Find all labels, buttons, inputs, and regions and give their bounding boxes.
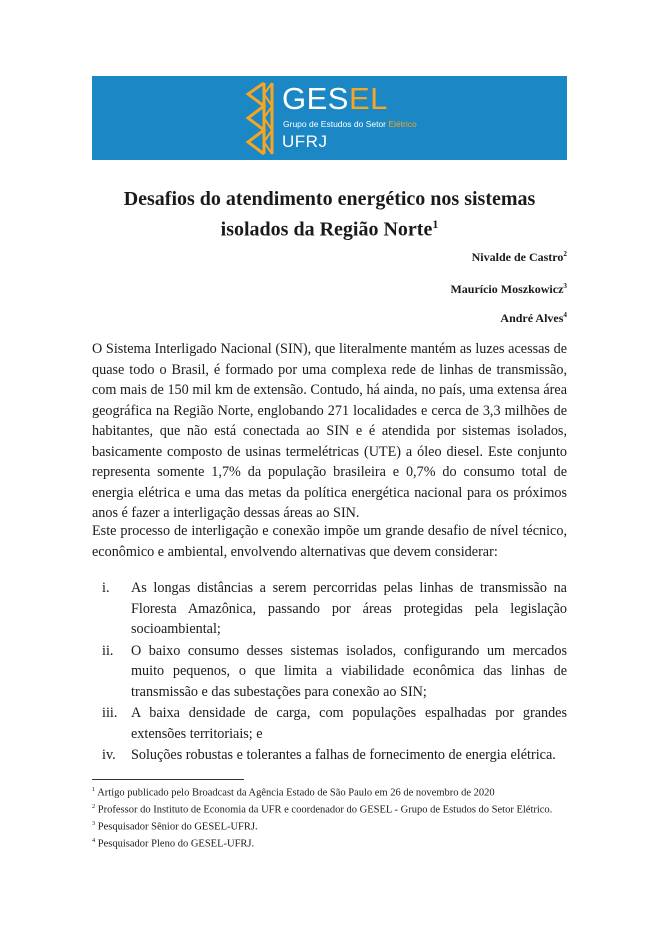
logo-subtitle: Grupo de Estudos do Setor Elétrico: [283, 119, 417, 129]
logo-title: GESEL: [282, 81, 388, 116]
footnote-3: $^3$ Pesquisador Sênior do GESEL-UFRJ.: [92, 820, 258, 833]
logo-ufrj: UFRJ: [282, 132, 328, 151]
author-2: Maurício Moszkowicz$^3$: [450, 282, 567, 296]
lattice-tower-logo-icon: [242, 80, 276, 156]
body-paragraph-1: O Sistema Interligado Nacional (SIN), que literalmente mantém as luzes acessas de quase todo o Brasil, é formado por uma complexa rede de linhas de transmissão, com mais de 150 mil km de extensão. Contudo, há ainda, no país, uma extensa área geográfica na Região Norte, englobando 271 localidades e cerca de 3,3 milhões de habitantes, que não está conectada ao SIN e é atendida por sistemas isolados, basicamente composto de usinas termelétricas (UTE) a óleo diesel. Este conjunto representa somente 1,7% da população brasileira e 0,7% do consumo total de energia elétrica e uma das metas da política energética nacional para os próximos anos é fazer a interligação dessas áreas ao SIN.: [92, 341, 567, 521]
header-banner: [92, 76, 567, 160]
footnote-divider: [92, 779, 244, 780]
list-item: iv. Soluções robustas e tolerantes a falhas de fornecimento de energia elétrica.: [102, 747, 556, 763]
list-item: ii. O baixo consumo desses sistemas isolados, configurando um mercados muito pequenos, o que limita a viabilidade econômica das linhas de transmissão e das subestações para conexão ao SIN;: [102, 642, 567, 700]
footnote-1: $^1$ Artigo publicado pelo Broadcast da Agência Estado de São Paulo em 26 de novembro de 2020: [92, 786, 495, 799]
page-title: Desafios do atendimento energético nos sistemas isolados da Região Norte$^1$: [123, 188, 536, 241]
footnotes: [92, 783, 567, 851]
list-item: i. As longas distâncias a serem percorridas pelas linhas de transmissão na Floresta Amazônica, passando por áreas protegidas pela legislação socioambiental;: [102, 580, 567, 637]
body-paragraph-2: Este processo de interligação e conexão impõe um grande desafio de nível técnico, econômico e ambiental, envolvendo alternativas que devem considerar:: [92, 523, 567, 560]
list-item: iii. A baixa densidade de carga, com populações espalhadas por grandes extensões territoriais; e: [102, 705, 567, 742]
author-1: Nivalde de Castro$^2$: [471, 250, 567, 264]
challenges-list: [92, 578, 567, 767]
footnote-4: $^4$ Pesquisador Pleno do GESEL-UFRJ.: [92, 837, 255, 850]
footnote-2: $^2$ Professor do Instituto de Economia da UFR e coordenador do GESEL - Grupo de Estudos do Setor Elétrico.: [92, 803, 553, 816]
author-3: André Alves$^4$: [500, 311, 567, 325]
title-footnote-ref[interactable]: 1: [432, 217, 439, 231]
